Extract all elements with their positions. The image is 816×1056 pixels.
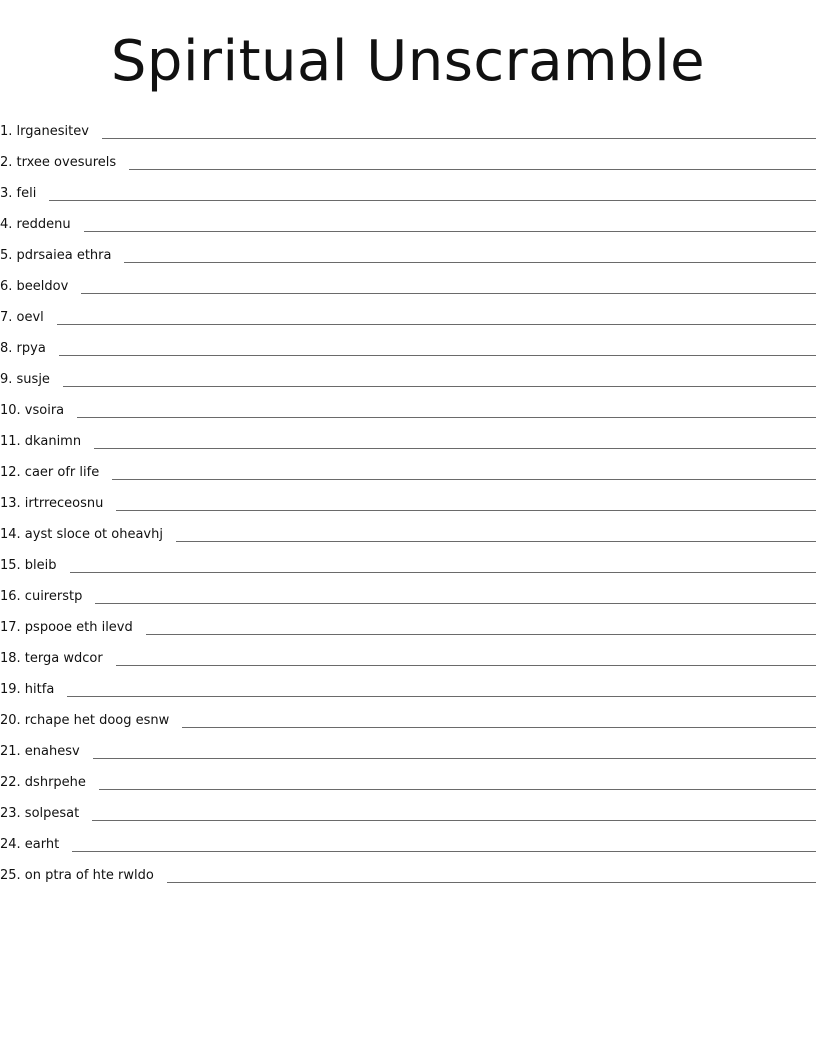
scrambled-word: 13. irtrreceosnu (0, 496, 104, 511)
list-item (0, 637, 816, 668)
answer-line[interactable] (112, 479, 816, 480)
answer-line[interactable] (63, 386, 816, 387)
list-item (0, 730, 816, 761)
scrambled-word: 24. earht (0, 837, 60, 852)
list-item (0, 110, 816, 141)
list-item (0, 823, 816, 854)
list-item (0, 358, 816, 389)
answer-line[interactable] (67, 696, 816, 697)
scrambled-word: 12. caer ofr life (0, 465, 100, 480)
answer-line[interactable] (70, 572, 816, 573)
list-item (0, 482, 816, 513)
list-item (0, 699, 816, 730)
list-item (0, 544, 816, 575)
list-item (0, 172, 816, 203)
scrambled-word: 2. trxee ovesurels (0, 155, 117, 170)
list-item (0, 389, 816, 420)
answer-line[interactable] (99, 789, 816, 790)
answer-line[interactable] (72, 851, 816, 852)
answer-line[interactable] (84, 231, 816, 232)
scrambled-word: 11. dkanimn (0, 434, 82, 449)
answer-line[interactable] (167, 882, 816, 883)
list-item (0, 420, 816, 451)
scrambled-word: 23. solpesat (0, 806, 80, 821)
scrambled-word: 6. beeldov (0, 279, 69, 294)
answer-line[interactable] (116, 510, 816, 511)
list-item (0, 265, 816, 296)
scrambled-word: 21. enahesv (0, 744, 80, 759)
scrambled-word: 20. rchape het doog esnw (0, 713, 170, 728)
list-item (0, 606, 816, 637)
scrambled-word: 9. susje (0, 372, 50, 387)
list-item (0, 792, 816, 823)
list-item (0, 203, 816, 234)
list-item (0, 668, 816, 699)
answer-line[interactable] (77, 417, 816, 418)
scrambled-word: 7. oevl (0, 310, 44, 325)
list-item (0, 296, 816, 327)
answer-line[interactable] (102, 138, 816, 139)
answer-line[interactable] (93, 758, 816, 759)
scrambled-word: 3. feli (0, 186, 37, 201)
list-item (0, 327, 816, 358)
scrambled-word: 17. pspooe eth ilevd (0, 620, 133, 635)
scrambled-word: 22. dshrpehe (0, 775, 86, 790)
answer-line[interactable] (116, 665, 816, 666)
answer-line[interactable] (129, 169, 816, 170)
answer-line[interactable] (92, 820, 816, 821)
scrambled-word: 18. terga wdcor (0, 651, 103, 666)
answer-line[interactable] (49, 200, 816, 201)
list-item (0, 575, 816, 606)
answer-line[interactable] (59, 355, 816, 356)
scrambled-word: 8. rpya (0, 341, 46, 356)
list-item (0, 761, 816, 792)
list-item (0, 451, 816, 482)
scrambled-word: 4. reddenu (0, 217, 71, 232)
list-item (0, 854, 816, 885)
unscramble-list (0, 110, 816, 885)
page-title: Spiritual Unscramble (110, 29, 706, 94)
list-item (0, 513, 816, 544)
answer-line[interactable] (95, 603, 816, 604)
scrambled-word: 25. on ptra of hte rwldo (0, 868, 154, 883)
scrambled-word: 14. ayst sloce ot oheavhj (0, 527, 163, 542)
answer-line[interactable] (81, 293, 816, 294)
list-item (0, 234, 816, 265)
scrambled-word: 1. lrganesitev (0, 124, 89, 139)
scrambled-word: 5. pdrsaiea ethra (0, 248, 112, 263)
scrambled-word: 19. hitfa (0, 682, 55, 697)
answer-line[interactable] (94, 448, 816, 449)
answer-line[interactable] (146, 634, 816, 635)
answer-line[interactable] (57, 324, 816, 325)
list-item (0, 141, 816, 172)
scrambled-word: 15. bleib (0, 558, 57, 573)
answer-line[interactable] (124, 262, 816, 263)
answer-line[interactable] (176, 541, 816, 542)
answer-line[interactable] (182, 727, 816, 728)
scrambled-word: 16. cuirerstp (0, 589, 83, 604)
scrambled-word: 10. vsoira (0, 403, 65, 418)
